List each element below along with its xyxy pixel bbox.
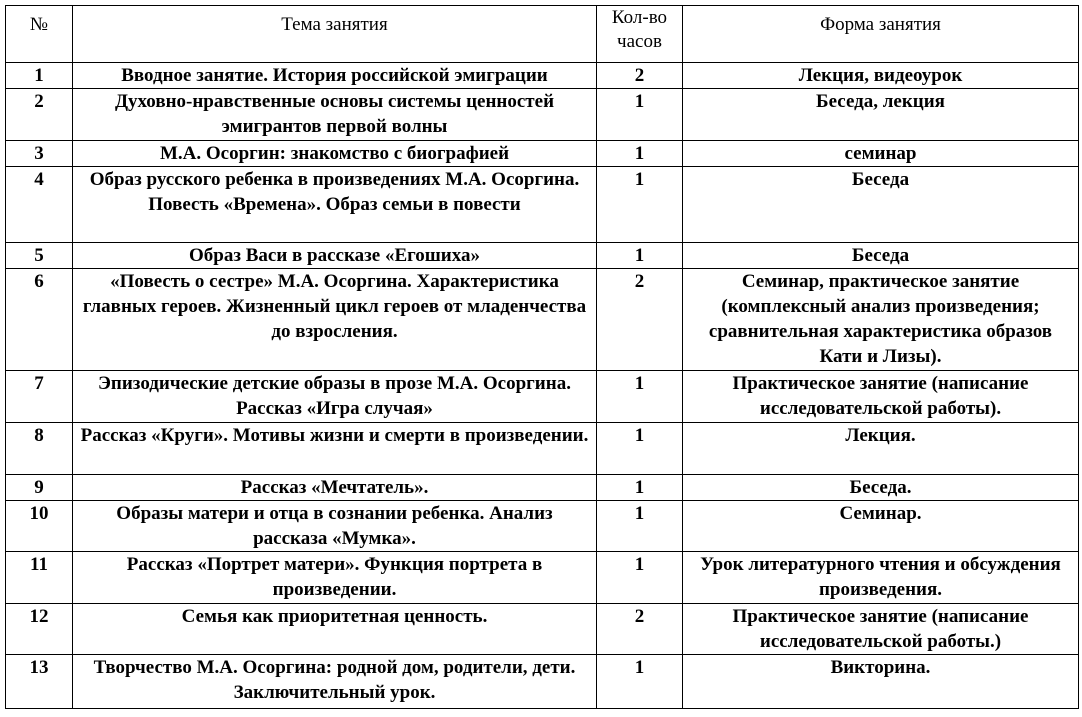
row-topic: Рассказ «Мечтатель». (73, 475, 597, 501)
row-number: 2 (6, 89, 73, 141)
row-number: 10 (6, 501, 73, 552)
table-row (6, 655, 1079, 709)
table-row (6, 141, 1079, 167)
row-form: Практическое занятие (написание исследовательской работы). (683, 371, 1079, 423)
lesson-plan-table (5, 5, 1079, 709)
table-row (6, 552, 1079, 604)
table-row (6, 167, 1079, 243)
row-form: Беседа, лекция (683, 89, 1079, 141)
row-topic: Вводное занятие. История российской эмиграции (73, 63, 597, 89)
row-topic: Эпизодические детские образы в прозе М.А. Осоргина. Рассказ «Игра случая» (73, 371, 597, 423)
row-hours: 1 (597, 89, 683, 141)
row-topic: Образ Васи в рассказе «Егошиха» (73, 243, 597, 269)
table-row (6, 423, 1079, 475)
row-number: 12 (6, 604, 73, 655)
row-form: семинар (683, 141, 1079, 167)
row-topic: Творчество М.А. Осоргина: родной дом, родители, дети. Заключительный урок. (73, 655, 597, 709)
row-hours: 1 (597, 475, 683, 501)
table-row (6, 604, 1079, 655)
row-hours: 1 (597, 167, 683, 243)
row-form: Семинар, практическое занятие (комплексный анализ произведения; сравнительная характеристика образов Кати и Лизы). (683, 269, 1079, 371)
table-row (6, 475, 1079, 501)
row-number: 6 (6, 269, 73, 371)
row-number: 7 (6, 371, 73, 423)
row-form: Лекция, видеоурок (683, 63, 1079, 89)
header-form: Форма занятия (683, 6, 1079, 63)
row-hours: 1 (597, 243, 683, 269)
table-row (6, 243, 1079, 269)
row-number: 5 (6, 243, 73, 269)
table-row (6, 89, 1079, 141)
row-topic: Семья как приоритетная ценность. (73, 604, 597, 655)
row-number: 4 (6, 167, 73, 243)
table-row (6, 269, 1079, 371)
table-row (6, 63, 1079, 89)
row-hours: 1 (597, 423, 683, 475)
row-topic: Образы матери и отца в сознании ребенка. Анализ рассказа «Мумка». (73, 501, 597, 552)
row-hours: 1 (597, 371, 683, 423)
row-number: 3 (6, 141, 73, 167)
row-form: Практическое занятие (написание исследовательской работы.) (683, 604, 1079, 655)
header-row (6, 6, 1079, 63)
row-topic: Рассказ «Круги». Мотивы жизни и смерти в произведении. (73, 423, 597, 475)
row-topic: «Повесть о сестре» М.А. Осоргина. Характеристика главных героев. Жизненный цикл героев от младенчества до взросления. (73, 269, 597, 371)
row-hours: 2 (597, 604, 683, 655)
header-topic: Тема занятия (73, 6, 597, 63)
row-form: Беседа (683, 167, 1079, 243)
row-number: 11 (6, 552, 73, 604)
row-hours: 1 (597, 552, 683, 604)
header-number: № (6, 6, 73, 63)
table-row (6, 501, 1079, 552)
row-topic: Образ русского ребенка в произведениях М.А. Осоргина. Повесть «Времена». Образ семьи в повести (73, 167, 597, 243)
row-number: 8 (6, 423, 73, 475)
row-topic: Духовно-нравственные основы системы ценностей эмигрантов первой волны (73, 89, 597, 141)
row-topic: М.А. Осоргин: знакомство с биографией (73, 141, 597, 167)
row-hours: 2 (597, 63, 683, 89)
row-number: 13 (6, 655, 73, 709)
row-hours: 1 (597, 655, 683, 709)
row-form: Беседа. (683, 475, 1079, 501)
row-form: Викторина. (683, 655, 1079, 709)
row-hours: 2 (597, 269, 683, 371)
row-form: Беседа (683, 243, 1079, 269)
header-hours: Кол-во часов (597, 6, 683, 63)
row-hours: 1 (597, 501, 683, 552)
row-form: Лекция. (683, 423, 1079, 475)
row-topic: Рассказ «Портрет матери». Функция портрета в произведении. (73, 552, 597, 604)
row-number: 1 (6, 63, 73, 89)
row-form: Урок литературного чтения и обсуждения произведения. (683, 552, 1079, 604)
row-hours: 1 (597, 141, 683, 167)
row-form: Семинар. (683, 501, 1079, 552)
row-number: 9 (6, 475, 73, 501)
table-row (6, 371, 1079, 423)
